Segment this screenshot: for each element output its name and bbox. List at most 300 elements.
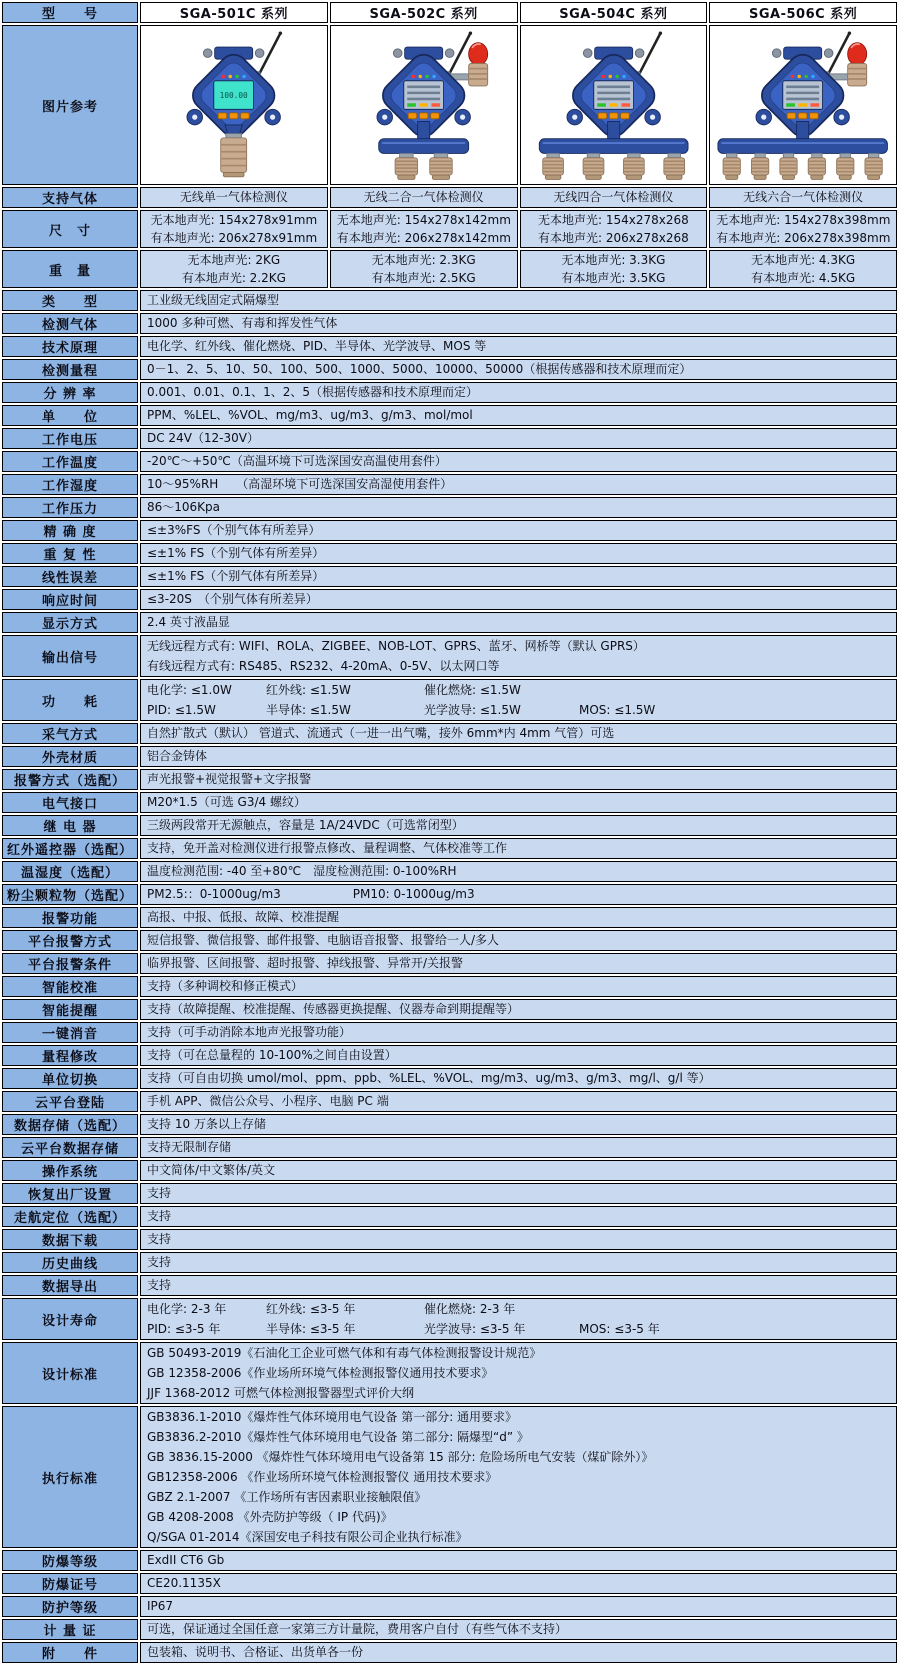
spec-segment: 支持无限制存储 [147, 1140, 232, 1154]
spec-value-0 [140, 290, 897, 311]
spec-row [2, 474, 897, 495]
spec-line [147, 1162, 890, 1179]
spec-row [2, 1160, 897, 1181]
spec-row [2, 497, 897, 518]
weight-line: 无本地声光: 3.3KG [561, 253, 666, 267]
spec-value-16 [140, 679, 897, 721]
spec-segment: 电化学、红外线、催化燃烧、PID、半导体、光学波导、MOS 等 [147, 339, 487, 353]
spec-segment: 催化燃烧: ≤1.5W [424, 683, 521, 697]
spec-line [147, 1001, 890, 1018]
size-line: 无本地声光: 154x278x398mm [716, 213, 891, 227]
spec-value-46 [140, 1573, 897, 1594]
spec-line [147, 614, 890, 631]
row-label-spec-17: 采气方式 [2, 723, 138, 744]
device-image-sga-502c-device [330, 25, 518, 185]
spec-row [2, 1275, 897, 1296]
row-label-spec-6: 工作电压 [2, 428, 138, 449]
weight-value-1 [140, 250, 328, 288]
spec-line [147, 591, 890, 608]
spec-line [147, 1208, 890, 1225]
spec-line [147, 1363, 890, 1383]
spec-segment: 短信报警、微信报警、邮件报警、电脑语音报警、报警给一人/多人 [147, 933, 500, 947]
row-label-spec-32: 单位切换 [2, 1068, 138, 1089]
spec-value-47 [140, 1596, 897, 1617]
spec-line [147, 1139, 890, 1156]
row-label-spec-7: 工作温度 [2, 451, 138, 472]
size-line: 无本地声光: 154x278x91mm [150, 213, 318, 227]
spec-segment: 1000 多种可燃、有毒和挥发性气体 [147, 316, 338, 330]
spec-segment: 支持 [147, 1255, 172, 1269]
spec-value-22 [140, 838, 897, 859]
sga-506c-device-graphic [712, 28, 897, 182]
spec-segment: 红外线: ≤1.5W [266, 683, 351, 697]
spec-segment: 支持 [147, 1278, 172, 1292]
spec-line [147, 361, 890, 378]
row-label-spec-19: 报警方式（选配） [2, 769, 138, 790]
gas-value-2 [330, 187, 518, 208]
row-label-spec-29: 智能提醒 [2, 999, 138, 1020]
spec-value-23 [140, 861, 897, 882]
row-label-spec-2: 技术原理 [2, 336, 138, 357]
spec-line [147, 453, 890, 470]
spec-segment: 临界报警、区间报警、超时报警、掉线报警、异常开/关报警 [147, 956, 464, 970]
spec-segment: 中文简体/中文繁体/英文 [147, 1163, 276, 1177]
sga-502c-device-graphic [333, 28, 518, 182]
spec-segment: ≤3-20S （个别气体有所差异） [147, 592, 318, 606]
spec-value-42 [140, 1298, 897, 1340]
spec-row [2, 589, 897, 610]
spec-row [2, 543, 897, 564]
spec-value-24 [140, 884, 897, 905]
row-label-spec-42: 设计寿命 [2, 1298, 138, 1340]
row-label-spec-34: 数据存储（选配） [2, 1114, 138, 1135]
row-label-spec-8: 工作湿度 [2, 474, 138, 495]
spec-row [2, 1229, 897, 1250]
row-label-spec-35: 云平台数据存储 [2, 1137, 138, 1158]
spec-row [2, 1406, 897, 1548]
spec-value-27 [140, 953, 897, 974]
spec-value-7 [140, 451, 897, 472]
spec-value-34 [140, 1114, 897, 1135]
gas-value-4 [709, 187, 897, 208]
spec-row [2, 359, 897, 380]
spec-row [2, 1342, 897, 1404]
spec-line [147, 499, 890, 516]
gas-value-text: 无线六合一气体检测仪 [743, 190, 864, 204]
svg-text:100.00: 100.00 [219, 91, 248, 101]
spec-row [2, 1137, 897, 1158]
spec-value-40 [140, 1252, 897, 1273]
gas-value-text: 无线四合一气体检测仪 [553, 190, 674, 204]
row-label-spec-27: 平台报警条件 [2, 953, 138, 974]
spec-segment: PID: ≤3-5 年 [147, 1322, 221, 1336]
size-line: 有本地声光: 206x278x268 [537, 231, 689, 245]
row-label-spec-20: 电气接口 [2, 792, 138, 813]
spec-value-48 [140, 1619, 897, 1640]
spec-line [147, 338, 890, 355]
spec-segment: 10～95%RH （高湿环境下可选深国安高湿使用套件） [147, 477, 453, 491]
spec-value-4 [140, 382, 897, 403]
spec-line [147, 700, 890, 720]
row-label-spec-22: 红外遥控器（选配） [2, 838, 138, 859]
size-row [2, 210, 897, 248]
row-label-spec-13: 响应时间 [2, 589, 138, 610]
spec-row [2, 612, 897, 633]
spec-line [147, 817, 890, 834]
row-label-gas: 支持气体 [2, 187, 138, 208]
spec-line [147, 1407, 890, 1427]
spec-segment: 有线远程方式有: RS485、RS232、4-20mA、0-5V、以太网口等 [147, 659, 500, 673]
spec-row [2, 405, 897, 426]
sga-501c-device-graphic [143, 28, 328, 182]
spec-segment: 支持 [147, 1209, 172, 1223]
spec-row [2, 907, 897, 928]
row-label-spec-9: 工作压力 [2, 497, 138, 518]
device-image-sga-504c-device [520, 25, 708, 185]
spec-value-45 [140, 1550, 897, 1571]
spec-value-35 [140, 1137, 897, 1158]
spec-line [147, 407, 890, 424]
spec-segment: CE20.1135X [147, 1576, 221, 1590]
row-label-spec-14: 显示方式 [2, 612, 138, 633]
row-label-spec-49: 附 件 [2, 1642, 138, 1663]
spec-segment: 高报、中报、低报、故障、校准提醒 [147, 910, 340, 924]
spec-segment: 半导体: ≤3-5 年 [266, 1322, 356, 1336]
spec-line [147, 1427, 890, 1447]
spec-line [147, 568, 890, 585]
spec-row [2, 1045, 897, 1066]
spec-segment: GB 12358-2006《作业场所环境气体检测报警仪通用技术要求》 [147, 1366, 494, 1380]
spec-row [2, 1596, 897, 1617]
spec-segment: PID: ≤1.5W [147, 703, 216, 717]
spec-line [147, 1319, 890, 1339]
row-label-spec-45: 防爆等级 [2, 1550, 138, 1571]
spec-line [147, 794, 890, 811]
spec-line [147, 384, 890, 401]
weight-value-3 [520, 250, 708, 288]
spec-row [2, 1068, 897, 1089]
spec-segment: 无线远程方式有: WIFI、ROLA、ZIGBEE、NOB-LOT、GPRS、蓝牙、网桥等（默认 GPRS） [147, 639, 645, 653]
spec-segment: 三级两段常开无源触点，容量是 1A/24VDC（可选常闭型） [147, 818, 464, 832]
spec-row [2, 313, 897, 334]
spec-segment: 手机 APP、微信公众号、小程序、电脑 PC 端 [147, 1094, 389, 1108]
spec-segment: GB3836.2-2010《爆炸性气体环境用电气设备 第二部分: 隔爆型“d” 》 [147, 1430, 529, 1444]
spec-row [2, 976, 897, 997]
spec-line [147, 1487, 890, 1507]
spec-line [147, 1299, 890, 1319]
row-label-spec-25: 报警功能 [2, 907, 138, 928]
spec-segment: MOS: ≤1.5W [579, 703, 656, 717]
size-value-4 [709, 210, 897, 248]
row-label-spec-1: 检测气体 [2, 313, 138, 334]
spec-line [147, 932, 890, 949]
spec-row [2, 1298, 897, 1340]
spec-segment: 声光报警+视觉报警+文字报警 [147, 772, 312, 786]
spec-line [147, 522, 890, 539]
spec-segment: 铝合金铸体 [147, 749, 208, 763]
spec-segment: 0.001、0.01、0.1、1、2、5（根据传感器和技术原理而定） [147, 385, 479, 399]
spec-line [147, 1383, 890, 1403]
device-image-sga-501c-device [140, 25, 328, 185]
spec-line [147, 771, 890, 788]
spec-segment: ≤±3%FS（个别气体有所差异） [147, 523, 321, 537]
spec-segment: 光学波导: ≤3-5 年 [424, 1322, 526, 1336]
row-label-spec-39: 数据下载 [2, 1229, 138, 1250]
row-label-spec-26: 平台报警方式 [2, 930, 138, 951]
spec-row [2, 520, 897, 541]
spec-line [147, 476, 890, 493]
spec-line [147, 1343, 890, 1363]
row-label-spec-33: 云平台登陆 [2, 1091, 138, 1112]
row-label-model: 型 号 [2, 2, 138, 23]
spec-value-14 [140, 612, 897, 633]
size-line: 有本地声光: 206x278x398mm [716, 231, 891, 245]
spec-segment: 0－1、2、5、10、50、100、500、1000、5000、10000、50000（根据传感器和技术原理而定） [147, 362, 692, 376]
spec-row [2, 792, 897, 813]
row-label-size: 尺 寸 [2, 210, 138, 248]
row-label-spec-15: 输出信号 [2, 635, 138, 677]
spec-segment: GB 3836.15-2000 《爆炸性气体环境用电气设备第 15 部分: 危险场所电气安装（煤矿除外）》 [147, 1450, 654, 1464]
size-line: 有本地声光: 206x278x91mm [150, 231, 318, 245]
spec-line [147, 1024, 890, 1041]
spec-segment: GB 50493-2019《石油化工企业可燃气体和有毒气体检测报警设计规范》 [147, 1346, 542, 1360]
row-label-spec-10: 精 确 度 [2, 520, 138, 541]
row-label-spec-5: 单 位 [2, 405, 138, 426]
spec-value-33 [140, 1091, 897, 1112]
gas-value-text: 无线单一气体检测仪 [179, 190, 288, 204]
row-label-spec-21: 继 电 器 [2, 815, 138, 836]
spec-segment: 温度检测范围: -40 至+80℃ 湿度检测范围: 0-100%RH [147, 864, 457, 878]
spec-row [2, 1022, 897, 1043]
row-label-spec-12: 线性误差 [2, 566, 138, 587]
spec-segment: ExdII CT6 Gb [147, 1553, 225, 1567]
row-label-spec-16: 功 耗 [2, 679, 138, 721]
spec-row [2, 679, 897, 721]
spec-segment: DC 24V（12-30V） [147, 431, 259, 445]
model-header-row [2, 2, 897, 23]
spec-value-37 [140, 1183, 897, 1204]
spec-row [2, 1091, 897, 1112]
spec-row [2, 1206, 897, 1227]
spec-segment: 工业级无线固定式隔爆型 [147, 293, 280, 307]
size-line: 无本地声光: 154x278x268 [537, 213, 689, 227]
spec-segment: ≤±1% FS（个别气体有所差异） [147, 569, 325, 583]
spec-value-36 [140, 1160, 897, 1181]
spec-segment: 支持 [147, 1232, 172, 1246]
spec-segment: IP67 [147, 1599, 174, 1613]
spec-segment: 支持（故障提醒、校准提醒、传感器更换提醒、仪器寿命到期提醒等） [147, 1002, 520, 1016]
spec-value-12 [140, 566, 897, 587]
spec-segment: GBZ 2.1-2007 《工作场所有害因素职业接触限值》 [147, 1490, 427, 1504]
spec-line [147, 1185, 890, 1202]
spec-line [147, 680, 890, 700]
spec-segment: 86～106Kpa [147, 500, 221, 514]
spec-value-3 [140, 359, 897, 380]
spec-segment: 支持 10 万条以上存储 [147, 1117, 266, 1131]
spec-segment: GB12358-2006 《作业场所环境气体检测报警仪 通用技术要求》 [147, 1470, 498, 1484]
spec-segment: JJF 1368-2012 可燃气体检测报警器型式评价大纲 [147, 1386, 415, 1400]
spec-row [2, 999, 897, 1020]
spec-value-43 [140, 1342, 897, 1404]
spec-line [147, 1644, 890, 1661]
spec-value-8 [140, 474, 897, 495]
model-header-3: SGA-504C 系列 [520, 2, 708, 23]
spec-row [2, 382, 897, 403]
weight-line: 无本地声光: 4.3KG [751, 253, 856, 267]
size-value-2 [330, 210, 518, 248]
spec-row [2, 769, 897, 790]
spec-row [2, 723, 897, 744]
spec-segment: 半导体: ≤1.5W [266, 703, 351, 717]
model-header-2: SGA-502C 系列 [330, 2, 518, 23]
spec-value-44 [140, 1406, 897, 1548]
spec-value-21 [140, 815, 897, 836]
weight-value-4 [709, 250, 897, 288]
spec-value-29 [140, 999, 897, 1020]
row-label-spec-0: 类 型 [2, 290, 138, 311]
spec-value-5 [140, 405, 897, 426]
weight-line: 有本地声光: 4.5KG [751, 271, 856, 285]
gas-value-3 [520, 187, 708, 208]
row-label-spec-23: 温湿度（选配） [2, 861, 138, 882]
weight-line: 无本地声光: 2.3KG [371, 253, 476, 267]
spec-segment: MOS: ≤3-5 年 [579, 1322, 660, 1336]
row-label-spec-28: 智能校准 [2, 976, 138, 997]
spec-segment: 支持，免开盖对检测仪进行报警点修改、量程调整、气体校准等工作 [147, 841, 508, 855]
row-label-spec-31: 量程修改 [2, 1045, 138, 1066]
spec-row [2, 746, 897, 767]
gas-value-text: 无线二合一气体检测仪 [363, 190, 484, 204]
spec-segment: 支持（可手动消除本地声光报警功能） [147, 1025, 352, 1039]
image-row [2, 25, 897, 185]
spec-segment: 支持（多种调校和修正模式） [147, 979, 304, 993]
spec-row [2, 635, 897, 677]
spec-value-41 [140, 1275, 897, 1296]
spec-value-38 [140, 1206, 897, 1227]
spec-line [147, 1621, 890, 1638]
spec-line [147, 1047, 890, 1064]
spec-value-15 [140, 635, 897, 677]
spec-line [147, 1254, 890, 1271]
model-header-1: SGA-501C 系列 [140, 2, 328, 23]
size-line: 无本地声光: 154x278x142mm [336, 213, 511, 227]
spec-line [147, 656, 890, 676]
spec-value-49 [140, 1642, 897, 1663]
spec-line [147, 1552, 890, 1569]
spec-value-26 [140, 930, 897, 951]
spec-row [2, 1252, 897, 1273]
weight-line: 有本地声光: 2.2KG [181, 271, 286, 285]
spec-segment: 电化学: ≤1.0W [147, 683, 232, 697]
row-label-spec-43: 设计标准 [2, 1342, 138, 1404]
spec-segment: 包装箱、说明书、合格证、出货单各一份 [147, 1645, 364, 1659]
spec-segment: PPM、%LEL、%VOL、mg/m3、ug/m3、g/m3、mol/mol [147, 408, 473, 422]
spec-value-9 [140, 497, 897, 518]
spec-value-11 [140, 543, 897, 564]
spec-line [147, 978, 890, 995]
spec-value-30 [140, 1022, 897, 1043]
spec-segment: -20℃～+50℃（高温环境下可选深国安高温使用套件） [147, 454, 447, 468]
spec-row [2, 428, 897, 449]
spec-segment: PM2.5:：0-1000ug/m3 PM10: 0-1000ug/m3 [147, 887, 475, 901]
weight-line: 无本地声光: 2KG [187, 253, 281, 267]
row-label-spec-4: 分 辨 率 [2, 382, 138, 403]
spec-line [147, 1277, 890, 1294]
spec-row [2, 1573, 897, 1594]
spec-line [147, 1575, 890, 1592]
spec-segment: 支持（可自由切换 umol/mol、ppm、ppb、%LEL、%VOL、mg/m3、ug/m3、g/m3、mg/l、g/l 等） [147, 1071, 711, 1085]
model-header-4: SGA-506C 系列 [709, 2, 897, 23]
spec-row [2, 1642, 897, 1663]
spec-segment: GB3836.1-2010《爆炸性气体环境用电气设备 第一部分: 通用要求》 [147, 1410, 518, 1424]
spec-table-body [2, 2, 897, 1663]
row-label-spec-30: 一键消音 [2, 1022, 138, 1043]
spec-segment: Q/SGA 01-2014《深国安电子科技有限公司企业执行标准》 [147, 1530, 468, 1544]
spec-row [2, 1619, 897, 1640]
spec-line [147, 636, 890, 656]
spec-value-32 [140, 1068, 897, 1089]
spec-row [2, 451, 897, 472]
spec-value-10 [140, 520, 897, 541]
spec-value-31 [140, 1045, 897, 1066]
spec-line [147, 292, 890, 309]
row-label-spec-24: 粉尘颗粒物（选配） [2, 884, 138, 905]
spec-segment: 催化燃烧: 2-3 年 [424, 1302, 516, 1316]
spec-line [147, 886, 890, 903]
spec-row [2, 1550, 897, 1571]
spec-line [147, 1093, 890, 1110]
row-label-spec-41: 数据导出 [2, 1275, 138, 1296]
spec-line [147, 430, 890, 447]
row-label-spec-36: 操作系统 [2, 1160, 138, 1181]
size-value-1 [140, 210, 328, 248]
spec-line [147, 1116, 890, 1133]
weight-row [2, 250, 897, 288]
spec-segment: ≤±1% FS（个别气体有所差异） [147, 546, 325, 560]
device-image-sga-506c-device [709, 25, 897, 185]
spec-row [2, 838, 897, 859]
spec-row [2, 930, 897, 951]
row-label-spec-47: 防护等级 [2, 1596, 138, 1617]
spec-value-39 [140, 1229, 897, 1250]
spec-value-6 [140, 428, 897, 449]
row-label-spec-38: 走航定位（选配） [2, 1206, 138, 1227]
spec-line [147, 1507, 890, 1527]
spec-segment: M20*1.5（可选 G3/4 螺纹） [147, 795, 306, 809]
row-label-spec-48: 计 量 证 [2, 1619, 138, 1640]
weight-line: 有本地声光: 3.5KG [561, 271, 666, 285]
spec-value-19 [140, 769, 897, 790]
spec-segment: 电化学: 2-3 年 [147, 1302, 227, 1316]
spec-row [2, 290, 897, 311]
row-label-spec-18: 外壳材质 [2, 746, 138, 767]
spec-value-17 [140, 723, 897, 744]
spec-segment: 光学波导: ≤1.5W [424, 703, 521, 717]
spec-value-13 [140, 589, 897, 610]
spec-line [147, 863, 890, 880]
spec-segment: 支持（可在总量程的 10-100%之间自由设置） [147, 1048, 397, 1062]
size-value-3 [520, 210, 708, 248]
size-line: 有本地声光: 206x278x142mm [336, 231, 511, 245]
spec-line [147, 1447, 890, 1467]
spec-row [2, 884, 897, 905]
row-label-spec-40: 历史曲线 [2, 1252, 138, 1273]
spec-line [147, 315, 890, 332]
row-label-spec-44: 执行标准 [2, 1406, 138, 1548]
spec-value-18 [140, 746, 897, 767]
row-label-spec-37: 恢复出厂设置 [2, 1183, 138, 1204]
spec-line [147, 1598, 890, 1615]
